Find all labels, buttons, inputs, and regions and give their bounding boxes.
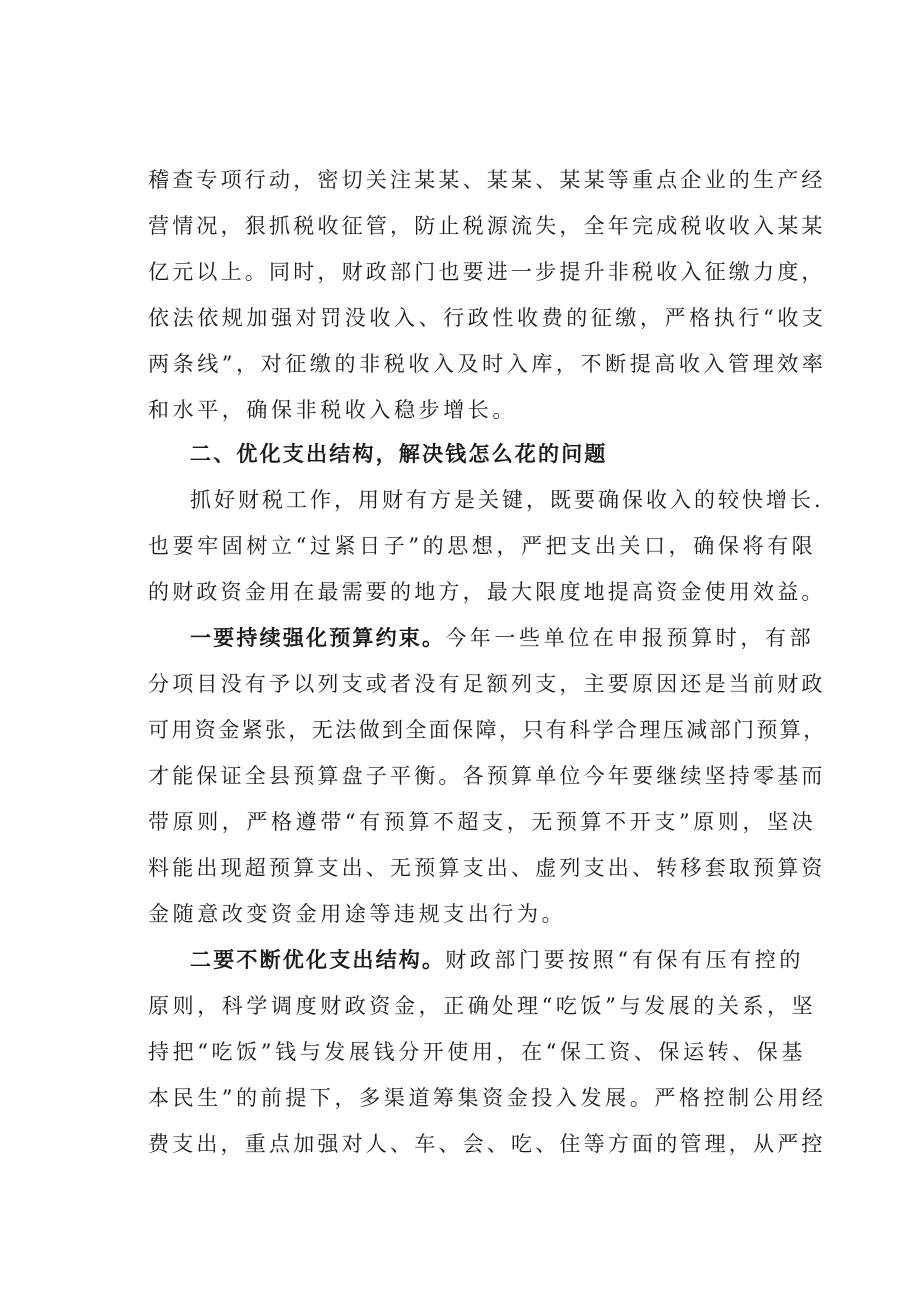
paragraph-text: 今年一些单位在申报预算时，有部	[445, 626, 815, 650]
paragraph-line: 费支出，重点加强对人、车、会、吃、住等方面的管理，从严控	[148, 1132, 826, 1156]
paragraph-line: 和水平，确保非税收入稳步增长。	[148, 398, 517, 422]
paragraph-line: 原则，科学调度财政资金，正确处理“吃饭”与发展的关系，坚	[148, 994, 817, 1018]
paragraph-line: 营情况，狠抓税收征管，防止税源流失，全年完成税收收入某某	[148, 214, 826, 238]
paragraph-line: 金随意改变资金用途等违规支出行为。	[148, 902, 567, 926]
paragraph-line: 本民生”的前提下，多渠道筹集资金投入发展。严格控制公用经	[148, 1086, 827, 1110]
paragraph-text: 财政部门要按照“有保有压有控的	[445, 948, 804, 972]
bold-lead: 二要不断优化支出结构。	[190, 948, 446, 972]
paragraph-line: 可用资金紧张，无法做到全面保障，只有科学合理压减部门预算，	[148, 718, 827, 742]
paragraph-line	[190, 616, 828, 660]
paragraph-line: 的财政资金用在最需要的地方，最大限度地提高资金使用效益。	[148, 580, 826, 604]
paragraph-line: 两条线”，对征缴的非税收入及时入库，不断提高收入管理效率	[148, 352, 827, 376]
paragraph-line: 抓好财税工作，用财有方是关键，既要确保收入的较快增长.	[190, 488, 824, 512]
paragraph-line: 分项目没有予以列支或者没有足额列支，主要原因还是当前财政	[148, 672, 826, 696]
paragraph-line	[190, 938, 828, 982]
paragraph-line: 料能出现超预算支出、无预算支出、虚列支出、转移套取预算资	[148, 856, 826, 880]
section-heading: 二、优化支出结构，解决钱怎么花的问题	[190, 442, 608, 466]
paragraph-line: 持把“吃饭”钱与发展钱分开使用，在“保工资、保运转、保基	[148, 1040, 807, 1064]
paragraph-line: 才能保证全县预算盘子平衡。各预算单位今年要继续坚持零基而	[148, 764, 826, 788]
paragraph-line: 也要牢固树立“过紧日子”的思想，严把支出关口，确保将有限	[148, 534, 817, 558]
paragraph-line: 稽查专项行动，密切关注某某、某某、某某等重点企业的生产经	[148, 168, 826, 192]
paragraph-line: 带原则，严格遵带“有预算不超支，无预算不开支”原则，坚决	[148, 810, 817, 834]
paragraph-line: 亿元以上。同时，财政部门也要进一步提升非税收入征缴力度，	[148, 260, 826, 284]
paragraph-line: 依法依规加强对罚没收入、行政性收费的征缴，严格执行“收支	[148, 306, 827, 330]
bold-lead: 一要持续强化预算约束。	[190, 626, 446, 650]
